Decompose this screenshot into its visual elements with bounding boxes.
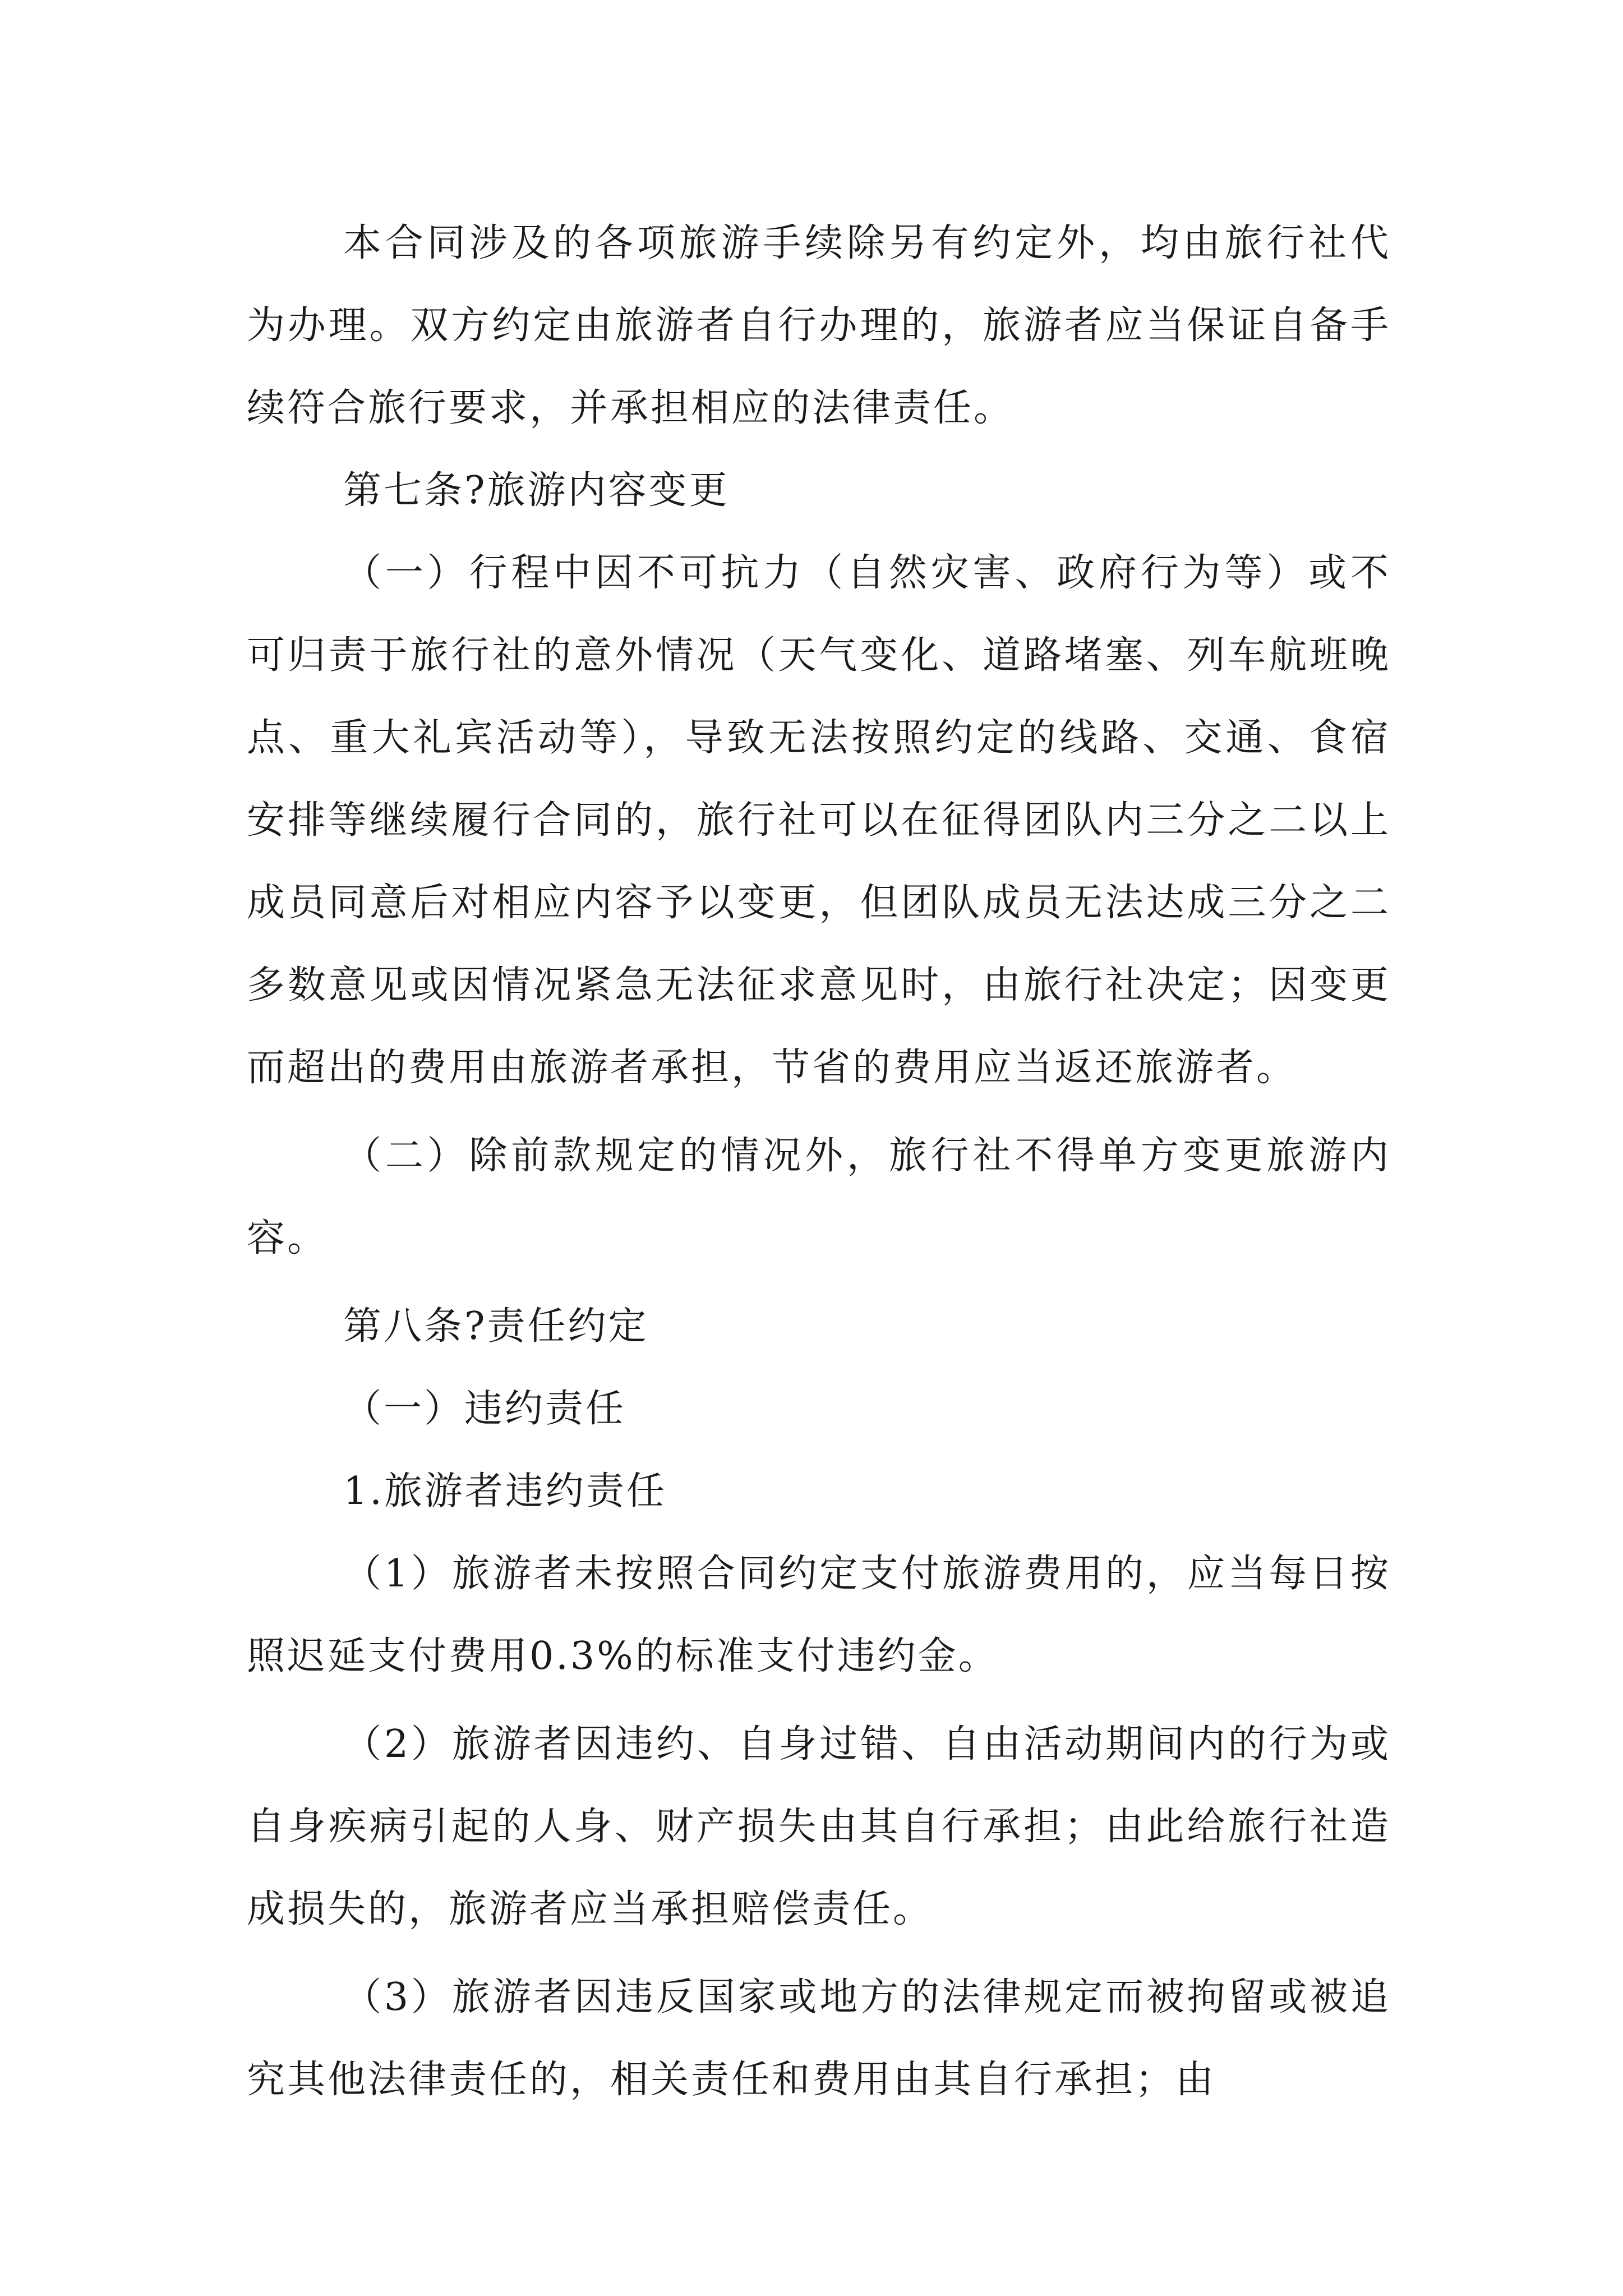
paragraph-item-1: （1）旅游者未按照合同约定支付旅游费用的，应当每日按照迟延支付费用0.3%的标准支付违约金。 [247,1552,1391,1678]
document-body [247,202,1391,2121]
heading-tourist-breach: 1.旅游者违约责任 [343,1469,667,1513]
paragraph-article-7-clause-1: （一）行程中因不可抗力（自然灾害、政府行为等）或不可归责于旅行社的意外情况（天气变化、道路堵塞、列车航班晚点、重大礼宾活动等），导致无法按照约定的线路、交通、食宿安排等继续履行合同的，旅行社可以在征得团队内三分之二以上成员同意后对相应内容予以变更，但团队成员无法达成三分之二多数意见或因情况紧急无法征求意见时，由旅行社决定；因变更而超出的费用由旅游者承担，节省的费用应当返还旅游者。 [247,551,1391,1090]
heading-article-8: 第八条?责任约定 [343,1304,649,1349]
paragraph-article-7-clause-2: （二）除前款规定的情况外，旅行社不得单方变更旅游内容。 [247,1134,1391,1260]
heading-article-7: 第七条?旅游内容变更 [343,468,730,513]
paragraph-item-3: （3）旅游者因违反国家或地方的法律规定而被拘留或被追究其他法律责任的，相关责任和费用由其自行承担；由 [247,1975,1391,2102]
spacer [247,1950,1391,1956]
spacer [247,1697,1391,1703]
paragraph-item-2: （2）旅游者因违约、自身过错、自由活动期间内的行为或自身疾病引起的人身、财产损失由其自行承担；由此给旅行社造成损失的，旅游者应当承担赔偿责任。 [247,1722,1391,1931]
paragraph-procedures: 本合同涉及的各项旅游手续除另有约定外，均由旅行社代为办理。双方约定由旅游者自行办理的，旅游者应当保证自备手续符合旅行要求，并承担相应的法律责任。 [247,221,1391,430]
spacer [247,1280,1391,1285]
spacer [247,1109,1391,1115]
heading-breach-liability: （一）违约责任 [343,1387,626,1431]
